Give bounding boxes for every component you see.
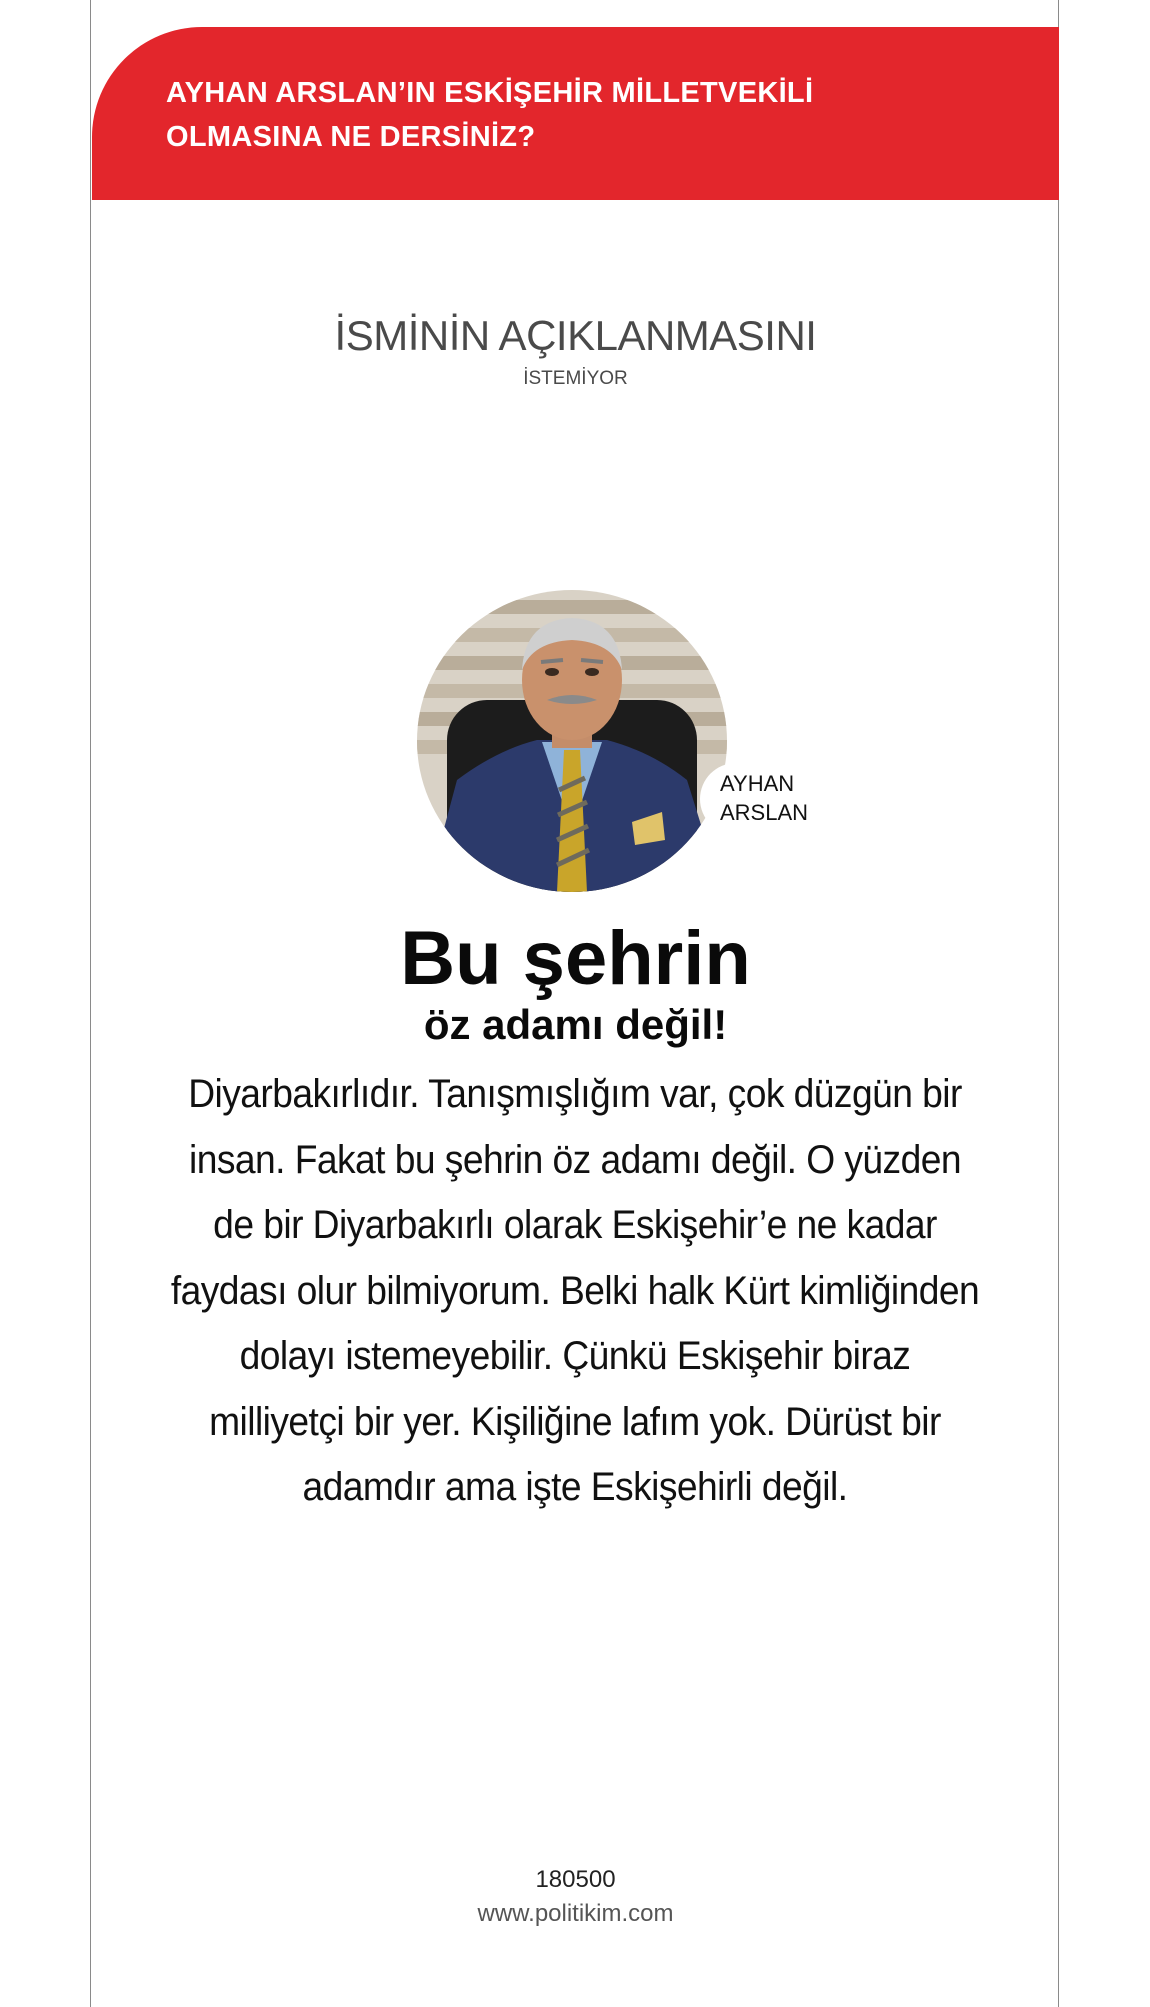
respondent-anonymous-line1: İSMİNİN AÇIKLANMASINI — [334, 312, 817, 359]
question-title: AYHAN ARSLAN’IN ESKİŞEHİR MİLLETVEKİLİ OLMASINA NE DERSİNİZ? — [166, 77, 814, 153]
question-banner — [92, 27, 1059, 200]
name-tag-line2: ARSLAN — [720, 800, 809, 825]
quote-text: Diyarbakırlıdır. Tanışmışlığım var, çok düzgün bir insan. Fakat bu şehrin öz adamı değil. O yüzden de bir Diyarbakırlı olarak Eskişehir’e ne kadar faydası olur bilmiyorum. Belki halk Kürt kimliğinden dolayı istemeyebilir. Çünkü Eskişehir biraz milliyetçi bir yer. Kişiliğine lafım yok. Dürüst bir adamdır ama işte Eskişehirli değil. — [170, 1072, 980, 1509]
portrait-name-tag — [700, 763, 820, 835]
headline-main: Bu şehrin — [400, 916, 751, 1001]
portrait-container — [417, 590, 727, 892]
portrait-illustration — [417, 590, 727, 892]
respondent-anonymous-line2: İSTEMİYOR — [523, 368, 628, 389]
footer-url: www.politikim.com — [477, 1900, 674, 1927]
portrait-photo — [417, 590, 727, 892]
name-tag-line1: AYHAN — [720, 771, 795, 796]
headline-sub: öz adamı değil! — [423, 1001, 728, 1048]
footer-number: 180500 — [535, 1866, 616, 1893]
